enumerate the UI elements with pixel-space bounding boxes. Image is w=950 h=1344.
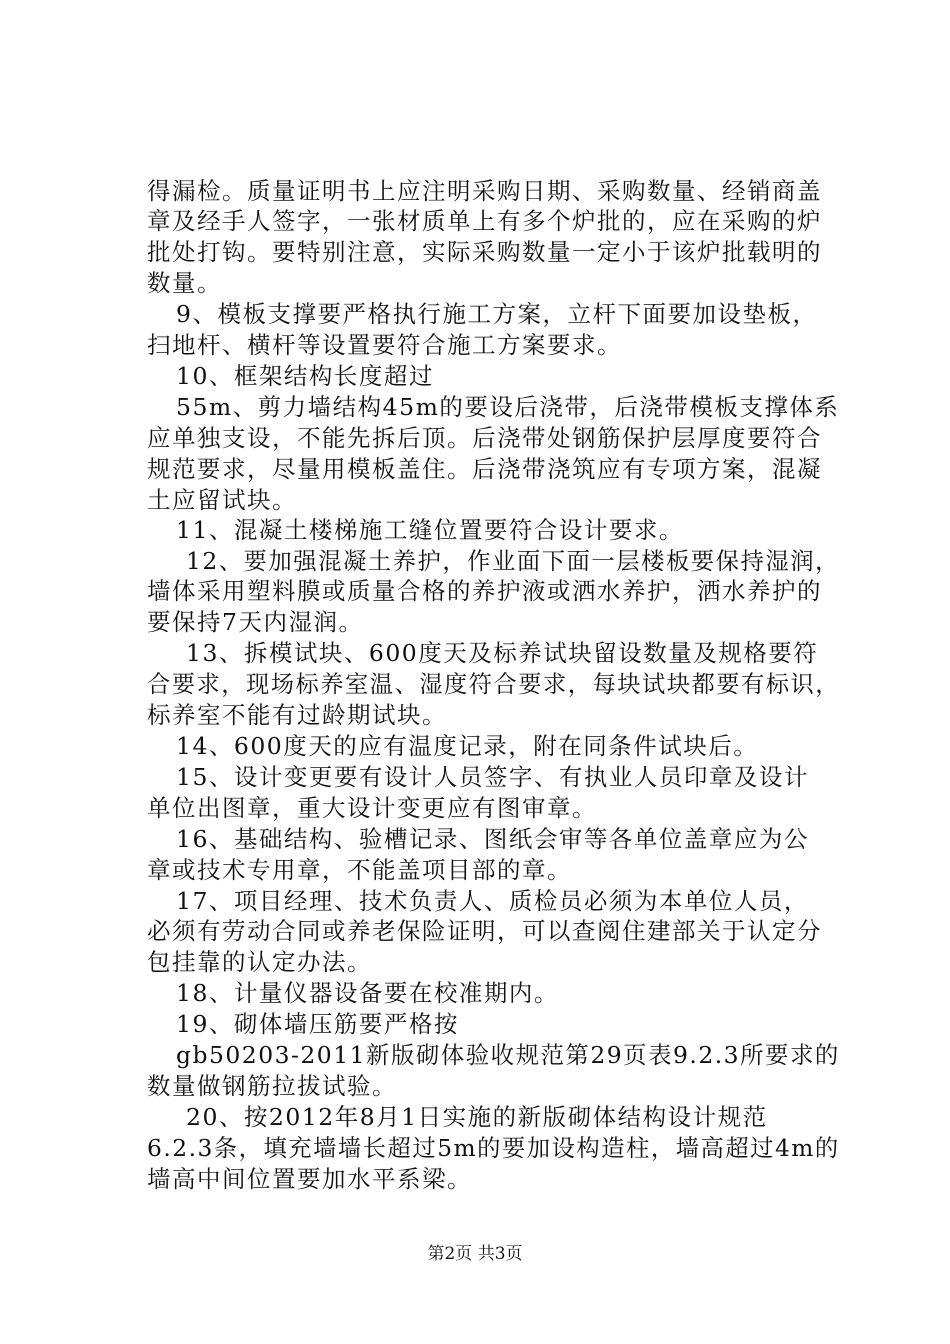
text-line: 单位出图章，重大设计变更应有图审章。 <box>147 794 597 822</box>
text-line: gb50203-2011新版砌体验收规范第29页表9.2.3所要求的 <box>176 1041 840 1069</box>
text-line: 扫地杆、横杆等设置要符合施工方案要求。 <box>147 331 622 359</box>
text-line: 墙体采用塑料膜或质量合格的养护液或洒水养护，洒水养护的 <box>147 577 822 605</box>
text-line: 批处打钩。要特别注意，实际采购数量一定小于该炉批载明的 <box>147 238 822 266</box>
text-line: 章或技术专用章，不能盖项目部的章。 <box>147 856 572 884</box>
text-line: 墙高中间位置要加水平系梁。 <box>147 1165 472 1193</box>
text-line: 章及经手人签字，一张材质单上有多个炉批的，应在采购的炉 <box>147 207 822 235</box>
page-footer: 第2页 共3页 <box>427 1244 523 1264</box>
text-line: 要保持7天内湿润。 <box>147 608 364 636</box>
text-line: 规范要求，尽量用模板盖住。后浇带浇筑应有专项方案，混凝 <box>147 455 822 483</box>
text-line: 13、拆模试块、600度天及标养试块留设数量及规格要符 <box>186 639 819 667</box>
text-line: 17、项目经理、技术负责人、质检员必须为本单位人员， <box>176 887 809 915</box>
text-line: 合要求，现场标养室温、湿度符合要求，每块试块都要有标识， <box>147 670 840 698</box>
text-line: 55m、剪力墙结构45m的要设后浇带，后浇带模板支撑体系 <box>176 393 840 421</box>
text-line: 11、混凝土楼梯施工缝位置要符合设计要求。 <box>176 516 684 544</box>
text-line: 15、设计变更要有设计人员签字、有执业人员印章及设计 <box>176 763 809 791</box>
text-line: 6.2.3条，填充墙墙长超过5m的要加设构造柱，墙高超过4m的 <box>147 1134 840 1162</box>
text-line: 10、框架结构长度超过 <box>176 362 434 390</box>
text-line: 数量做钢筋拉拔试验。 <box>147 1072 397 1100</box>
text-line: 16、基础结构、验槽记录、图纸会审等各单位盖章应为公 <box>176 825 809 853</box>
text-line: 18、计量仪器设备要在校准期内。 <box>176 979 559 1007</box>
text-line: 14、600度天的应有温度记录，附在同条件试块后。 <box>176 732 759 760</box>
text-line: 数量。 <box>147 269 222 297</box>
text-line: 19、砌体墙压筋要严格按 <box>176 1010 459 1038</box>
text-line: 12、要加强混凝土养护，作业面下面一层楼板要保持湿润， <box>186 547 840 575</box>
text-line: 9、模板支撑要严格执行施工方案，立杆下面要加设垫板， <box>176 300 818 328</box>
text-line: 标养室不能有过龄期试块。 <box>147 701 447 729</box>
text-line: 土应留试块。 <box>147 486 297 514</box>
text-line: 20、按2012年8月1日实施的新版砌体结构设计规范 <box>186 1103 768 1131</box>
text-line: 必须有劳动合同或养老保险证明，可以查阅住建部关于认定分 <box>147 917 822 945</box>
text-line: 应单独支设，不能先拆后顶。后浇带处钢筋保护层厚度要符合 <box>147 424 822 452</box>
text-line: 包挂靠的认定办法。 <box>147 948 372 976</box>
text-line: 得漏检。质量证明书上应注明采购日期、采购数量、经销商盖 <box>147 177 822 205</box>
